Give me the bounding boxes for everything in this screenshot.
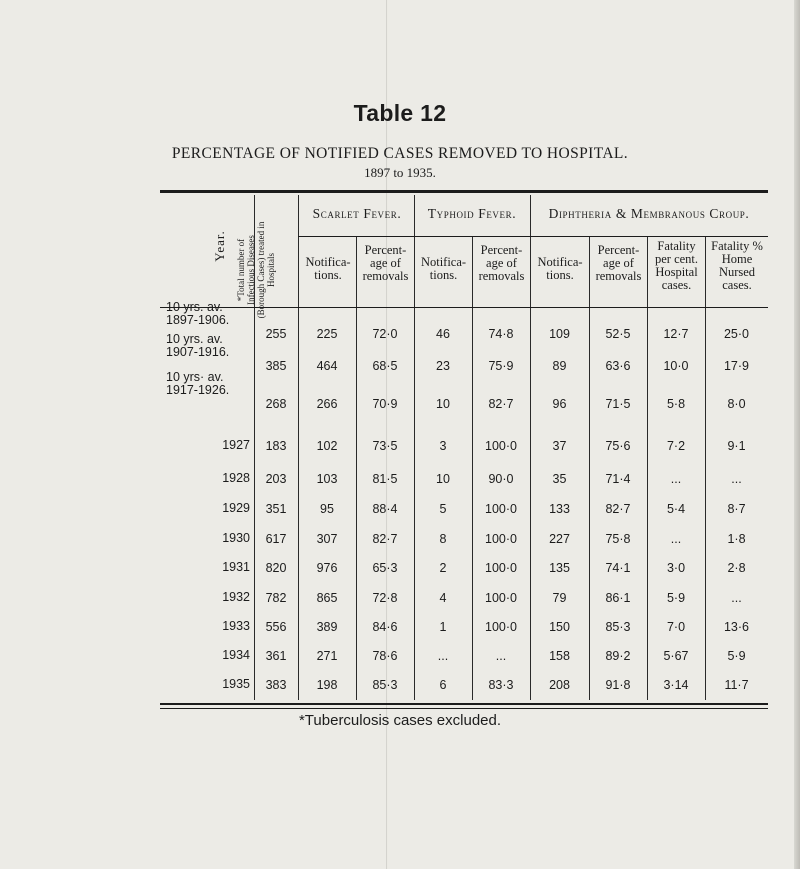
cell-d-fhome: 8·7 (727, 502, 746, 516)
row-year-label: 1935 (222, 677, 250, 691)
row-year-label: 10 yrs. av. 1907-1916. (166, 332, 230, 359)
cell-d-n: 227 (549, 532, 570, 546)
page-fold (386, 0, 388, 869)
cell-total: 203 (265, 472, 287, 486)
cell-d-p: 63·6 (605, 359, 631, 373)
cell-sf-p: 84·6 (372, 620, 398, 634)
cell-d-p: 74·1 (605, 561, 631, 575)
cell-tf-p: 100·0 (485, 439, 517, 453)
cell-d-fh: 12·7 (663, 327, 689, 341)
cell-tf-p: 90·0 (488, 472, 514, 486)
cell-sf-n: 95 (320, 502, 334, 516)
cell-d-fh: 5·4 (666, 502, 686, 516)
cell-sf-p: 70·9 (372, 397, 398, 411)
fatality-hospital-header: Fatality per cent. Hospital cases. (654, 239, 699, 293)
cell-sf-n: 103 (316, 472, 338, 486)
cell-tf-p: ... (495, 649, 507, 663)
scarlet-fever-header: Scarlet Fever. (312, 206, 402, 221)
cell-d-fhome: ... (731, 591, 742, 605)
fatality-home-header: Fatality % Home Nursed cases. (711, 239, 763, 293)
group-header-rule (298, 236, 768, 237)
cell-d-p: 89·2 (605, 649, 631, 663)
cell-d-p: 91·8 (605, 678, 631, 692)
cell-d-fhome: 11·7 (724, 678, 749, 692)
cell-sf-n: 865 (316, 591, 338, 605)
cell-d-fhome: 17·9 (723, 359, 750, 373)
row-year-label: 1934 (222, 648, 250, 662)
cell-d-fh: 3·0 (666, 561, 686, 575)
cell-d-p: 82·7 (605, 502, 631, 516)
total-column-header: *Total number of Infectious Diseases (Borough Cases) treated in Hospitals (236, 221, 276, 319)
cell-d-fh: ... (670, 472, 682, 486)
cell-tf-n: 23 (436, 359, 450, 373)
row-year-label: 1927 (222, 438, 250, 452)
cell-tf-p: 75·9 (488, 359, 514, 373)
cell-sf-n: 266 (316, 397, 338, 411)
scarlet-percentage-header: Percent-age of removals (362, 243, 409, 284)
cell-sf-p: 88·4 (372, 502, 398, 516)
cell-tf-p: 83·3 (488, 678, 514, 692)
cell-total: 617 (265, 532, 287, 546)
cell-d-p: 75·8 (605, 532, 631, 546)
row-year-label: 1928 (222, 471, 250, 485)
scarlet-notifications-header: Notifica-tions. (305, 255, 351, 283)
cell-tf-n: 8 (439, 532, 447, 546)
cell-d-n: 89 (552, 359, 567, 373)
cell-d-n: 96 (552, 397, 567, 411)
cell-sf-p: 72·8 (372, 591, 398, 605)
cell-tf-p: 100·0 (485, 591, 517, 605)
cell-d-p: 71·5 (605, 397, 631, 411)
cell-sf-p: 72·0 (372, 327, 398, 341)
cell-tf-n: 3 (439, 439, 447, 453)
cell-tf-n: ... (437, 649, 449, 663)
cell-d-fh: 7·0 (666, 620, 686, 634)
bottom-rule-thin (160, 708, 768, 709)
cell-tf-n: 10 (436, 472, 450, 486)
row-year-label: 1929 (222, 501, 250, 515)
cell-d-fh: 5·9 (666, 591, 686, 605)
table-title: Table 12 (353, 100, 447, 126)
cell-tf-p: 100·0 (485, 561, 517, 575)
cell-d-p: 52·5 (605, 327, 631, 341)
cell-d-fh: 7·2 (666, 439, 686, 453)
cell-sf-n: 464 (316, 359, 338, 373)
row-year-label: 10 yrs· av. 1917-1926. (166, 370, 230, 397)
cell-tf-p: 82·7 (488, 397, 514, 411)
cell-d-fh: 3·14 (663, 678, 689, 692)
cell-d-fhome: 25·0 (723, 327, 750, 341)
table-subtitle: PERCENTAGE OF NOTIFIED CASES REMOVED TO HOSPITAL. (171, 145, 629, 162)
cell-sf-n: 389 (316, 620, 338, 634)
cell-total: 351 (265, 502, 287, 516)
table-years: 1897 to 1935. (364, 165, 436, 180)
cell-d-p: 85·3 (605, 620, 631, 634)
typhoid-fever-header: Typhoid Fever. (427, 206, 517, 221)
cell-total: 183 (265, 439, 287, 453)
footnote: *Tuberculosis cases excluded. (298, 712, 502, 729)
row-year-label: 1930 (222, 531, 250, 545)
cell-d-n: 109 (549, 327, 570, 341)
cell-sf-n: 198 (316, 678, 338, 692)
cell-sf-n: 976 (316, 561, 338, 575)
cell-total: 556 (265, 620, 287, 634)
diphtheria-notifications-header: Notifica-tions. (537, 255, 583, 283)
cell-tf-p: 100·0 (485, 620, 517, 634)
row-year-label: 1933 (222, 619, 250, 633)
cell-d-fh: 10·0 (663, 359, 689, 373)
cell-d-fhome: 8·0 (727, 397, 746, 411)
row-year-label: 10 yrs. av. 1897-1906. (166, 300, 230, 327)
cell-d-fhome: 9·1 (727, 439, 746, 453)
cell-d-p: 75·6 (605, 439, 631, 453)
cell-tf-n: 2 (439, 561, 447, 575)
cell-sf-n: 102 (316, 439, 338, 453)
cell-d-fhome: ... (731, 472, 742, 486)
cell-total: 361 (265, 649, 287, 663)
cell-sf-p: 82·7 (372, 532, 398, 546)
cell-sf-p: 78·6 (372, 649, 398, 663)
cell-total: 255 (265, 327, 287, 341)
row-year-label: 1932 (222, 590, 250, 604)
cell-tf-p: 100·0 (485, 532, 517, 546)
cell-tf-p: 74·8 (488, 327, 514, 341)
top-rule (160, 190, 768, 193)
cell-d-fh: ... (670, 532, 682, 546)
cell-d-n: 37 (552, 439, 567, 453)
cell-tf-n: 10 (436, 397, 450, 411)
cell-total: 820 (265, 561, 287, 575)
cell-d-fhome: 5·9 (727, 649, 746, 663)
cell-tf-n: 5 (439, 502, 447, 516)
cell-tf-p: 100·0 (485, 502, 517, 516)
cell-total: 385 (265, 359, 287, 373)
typhoid-percentage-header: Percent-age of removals (478, 243, 525, 284)
cell-sf-n: 225 (316, 327, 338, 341)
cell-tf-n: 6 (439, 678, 447, 692)
cell-d-n: 208 (549, 678, 570, 692)
cell-d-n: 79 (552, 591, 567, 605)
page-edge (794, 0, 800, 869)
cell-tf-n: 46 (436, 327, 450, 341)
cell-d-n: 150 (549, 620, 570, 634)
cell-sf-n: 271 (316, 649, 338, 663)
cell-sf-n: 307 (316, 532, 338, 546)
cell-d-n: 135 (549, 561, 570, 575)
bottom-rule (160, 703, 768, 705)
cell-sf-p: 85·3 (372, 678, 398, 692)
cell-total: 782 (265, 591, 287, 605)
cell-sf-p: 81·5 (372, 472, 398, 486)
cell-d-n: 133 (549, 502, 570, 516)
diphtheria-percentage-header: Percent-age of removals (595, 243, 642, 284)
cell-tf-n: 4 (439, 591, 447, 605)
cell-d-fhome: 1·8 (727, 532, 746, 546)
cell-d-n: 35 (552, 472, 567, 486)
cell-d-fh: 5·8 (666, 397, 686, 411)
cell-d-p: 86·1 (605, 591, 631, 605)
cell-sf-p: 73·5 (372, 439, 398, 453)
diphtheria-header: Diphtheria & Membranous Croup. (548, 206, 750, 221)
cell-d-n: 158 (549, 649, 570, 663)
cell-total: 268 (265, 397, 287, 411)
cell-tf-n: 1 (439, 620, 447, 634)
cell-sf-p: 65·3 (372, 561, 398, 575)
cell-d-fh: 5·67 (663, 649, 689, 663)
cell-d-fhome: 2·8 (727, 561, 746, 575)
year-column-header: Year. (212, 230, 227, 262)
cell-sf-p: 68·5 (372, 359, 398, 373)
cell-d-p: 71·4 (605, 472, 631, 486)
row-year-label: 1931 (222, 560, 250, 574)
cell-d-fhome: 13·6 (723, 620, 750, 634)
cell-total: 383 (265, 678, 287, 692)
typhoid-notifications-header: Notifica-tions. (420, 255, 467, 283)
